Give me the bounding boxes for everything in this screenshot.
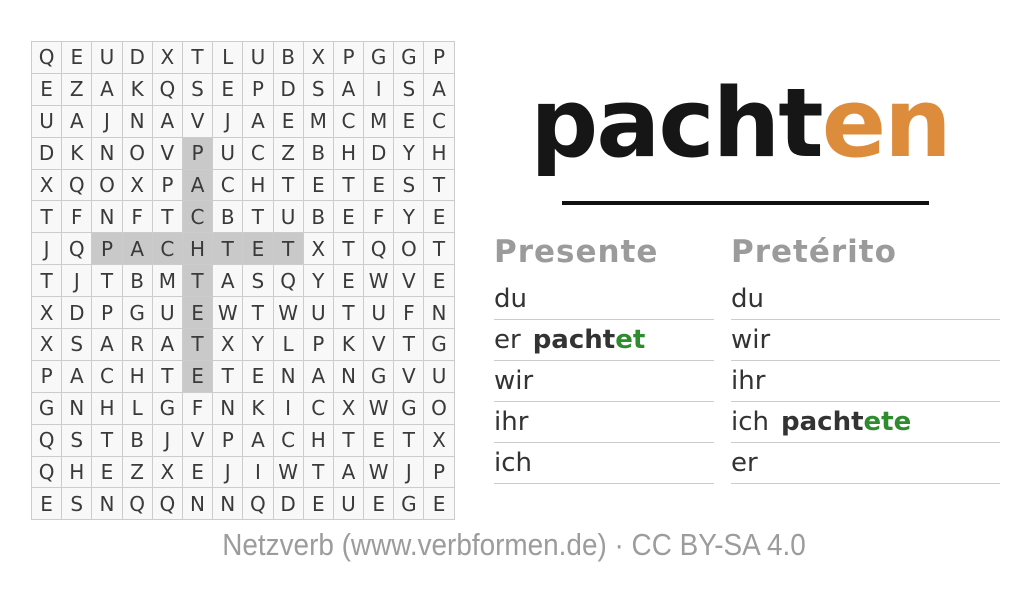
grid-cell: G xyxy=(394,393,423,424)
grid-cell: P xyxy=(334,42,363,73)
grid-cell: P xyxy=(304,329,333,360)
grid-cell: P xyxy=(424,457,453,488)
grid-cell: S xyxy=(243,265,272,296)
grid-cell: C xyxy=(274,425,303,456)
grid-cell: G xyxy=(32,393,61,424)
grid-cell: K xyxy=(123,74,152,105)
grid-cell: S xyxy=(394,170,423,201)
grid-cell: T xyxy=(153,201,182,232)
grid-cell: W xyxy=(364,393,393,424)
grid-cell: N xyxy=(334,361,363,392)
conjugation-row xyxy=(731,279,1000,320)
grid-cell: X xyxy=(123,170,152,201)
pronoun: wir xyxy=(494,366,534,396)
grid-cell: N xyxy=(424,297,453,328)
grid-cell: S xyxy=(62,488,91,519)
grid-cell: E xyxy=(334,201,363,232)
grid-cell: B xyxy=(304,201,333,232)
grid-cell: E xyxy=(243,361,272,392)
grid-cell: E xyxy=(424,201,453,232)
grid-cell: V xyxy=(394,361,423,392)
grid-cell: E xyxy=(364,170,393,201)
grid-cell: N xyxy=(123,106,152,137)
grid-cell: U xyxy=(32,106,61,137)
verb-title-stem: pacht xyxy=(530,69,822,179)
grid-cell: X xyxy=(304,233,333,264)
conjugation-row xyxy=(731,320,1000,361)
grid-cell: C xyxy=(304,393,333,424)
grid-cell: P xyxy=(424,42,453,73)
grid-cell: L xyxy=(123,393,152,424)
grid-cell: Q xyxy=(62,233,91,264)
grid-cell: C xyxy=(424,106,453,137)
grid-cell: O xyxy=(394,233,423,264)
grid-cell: T xyxy=(243,297,272,328)
grid-cell: E xyxy=(183,457,212,488)
grid-cell: K xyxy=(334,329,363,360)
grid-cell: Q xyxy=(364,233,393,264)
conjugation-column-preterito xyxy=(731,234,1000,484)
grid-cell: E xyxy=(62,42,91,73)
grid-cell: T xyxy=(92,425,121,456)
grid-cell: M xyxy=(364,106,393,137)
grid-cell: T xyxy=(274,233,303,264)
grid-cell: U xyxy=(334,488,363,519)
grid-cell: U xyxy=(243,42,272,73)
grid-cell: H xyxy=(183,233,212,264)
grid-cell: Z xyxy=(274,138,303,169)
grid-cell: Q xyxy=(32,457,61,488)
grid-cell: H xyxy=(62,457,91,488)
grid-cell: C xyxy=(183,201,212,232)
grid-cell: T xyxy=(213,233,242,264)
grid-cell: O xyxy=(424,393,453,424)
grid-cell: Z xyxy=(62,74,91,105)
grid-cell: P xyxy=(213,425,242,456)
grid-cell: S xyxy=(62,329,91,360)
grid-cell: F xyxy=(364,201,393,232)
grid-cell: X xyxy=(304,42,333,73)
grid-cell: Q xyxy=(62,170,91,201)
grid-cell: B xyxy=(123,425,152,456)
grid-cell: A xyxy=(92,329,121,360)
verb-stem: pacht xyxy=(781,407,864,437)
grid-cell: I xyxy=(364,74,393,105)
grid-cell: A xyxy=(92,74,121,105)
grid-cell: X xyxy=(32,329,61,360)
grid-cell: A xyxy=(123,233,152,264)
grid-cell: F xyxy=(123,201,152,232)
grid-cell: F xyxy=(62,201,91,232)
grid-cell: H xyxy=(304,425,333,456)
grid-cell: T xyxy=(183,265,212,296)
verb-ending: ete xyxy=(863,407,912,437)
preterito-header: Pretérito xyxy=(731,234,897,270)
grid-cell: T xyxy=(32,265,61,296)
grid-cell: U xyxy=(364,297,393,328)
grid-cell: H xyxy=(92,393,121,424)
grid-cell: Q xyxy=(32,42,61,73)
grid-cell: B xyxy=(213,201,242,232)
pronoun: du xyxy=(731,284,764,314)
grid-cell: T xyxy=(424,233,453,264)
conjugation-column-presente xyxy=(494,234,714,484)
grid-cell: Q xyxy=(32,425,61,456)
pronoun: ihr xyxy=(731,366,766,396)
grid-cell: E xyxy=(183,297,212,328)
conjugation-row xyxy=(494,279,714,320)
conjugation-row xyxy=(731,402,1000,443)
grid-cell: T xyxy=(424,170,453,201)
grid-cell: W xyxy=(274,457,303,488)
grid-cell: H xyxy=(334,138,363,169)
grid-cell: G xyxy=(123,297,152,328)
grid-cell: A xyxy=(62,106,91,137)
grid-cell: J xyxy=(213,457,242,488)
grid-cell: T xyxy=(183,329,212,360)
grid-cell: E xyxy=(32,74,61,105)
conjugation-row xyxy=(494,402,714,443)
grid-cell: D xyxy=(123,42,152,73)
grid-cell: L xyxy=(274,329,303,360)
grid-cell: P xyxy=(153,170,182,201)
grid-cell: A xyxy=(243,425,272,456)
grid-cell: V xyxy=(394,265,423,296)
verb-form xyxy=(781,407,911,437)
grid-cell: K xyxy=(243,393,272,424)
grid-cell: X xyxy=(424,425,453,456)
grid-cell: O xyxy=(123,138,152,169)
grid-cell: T xyxy=(213,361,242,392)
grid-cell: X xyxy=(32,170,61,201)
grid-cell: D xyxy=(32,138,61,169)
grid-cell: A xyxy=(304,361,333,392)
grid-cell: B xyxy=(274,42,303,73)
grid-cell: W xyxy=(364,265,393,296)
grid-cell: Y xyxy=(304,265,333,296)
grid-cell: D xyxy=(274,488,303,519)
grid-cell: W xyxy=(213,297,242,328)
grid-cell: M xyxy=(304,106,333,137)
grid-cell: P xyxy=(92,297,121,328)
grid-cell: N xyxy=(62,393,91,424)
grid-cell: F xyxy=(183,393,212,424)
grid-cell: X xyxy=(213,329,242,360)
grid-cell: E xyxy=(92,457,121,488)
grid-cell: O xyxy=(92,170,121,201)
grid-cell: T xyxy=(334,425,363,456)
grid-cell: T xyxy=(183,42,212,73)
grid-cell: Y xyxy=(394,138,423,169)
attribution-footer: Netzverb (www.verbformen.de) · CC BY-SA 4.0 xyxy=(222,527,806,562)
pronoun: er xyxy=(494,325,521,355)
grid-cell: E xyxy=(32,488,61,519)
grid-cell: W xyxy=(364,457,393,488)
grid-cell: D xyxy=(364,138,393,169)
grid-cell: T xyxy=(334,170,363,201)
grid-cell: P xyxy=(243,74,272,105)
grid-cell: M xyxy=(153,265,182,296)
pronoun: ihr xyxy=(494,407,529,437)
grid-cell: V xyxy=(183,106,212,137)
grid-cell: A xyxy=(153,106,182,137)
grid-cell: E xyxy=(243,233,272,264)
grid-cell: A xyxy=(62,361,91,392)
grid-cell: U xyxy=(92,42,121,73)
grid-cell: U xyxy=(274,201,303,232)
grid-cell: W xyxy=(274,297,303,328)
grid-cell: I xyxy=(274,393,303,424)
grid-cell: X xyxy=(32,297,61,328)
grid-cell: P xyxy=(92,233,121,264)
grid-cell: N xyxy=(213,393,242,424)
grid-cell: N xyxy=(213,488,242,519)
grid-cell: S xyxy=(304,74,333,105)
grid-cell: J xyxy=(153,425,182,456)
grid-cell: Q xyxy=(153,488,182,519)
grid-cell: E xyxy=(364,425,393,456)
grid-cell: T xyxy=(334,297,363,328)
grid-cell: B xyxy=(123,265,152,296)
grid-cell: P xyxy=(32,361,61,392)
grid-cell: F xyxy=(394,297,423,328)
grid-cell: Y xyxy=(243,329,272,360)
grid-cell: A xyxy=(213,265,242,296)
grid-cell: T xyxy=(394,425,423,456)
verb-title xyxy=(470,69,1010,179)
grid-cell: J xyxy=(32,233,61,264)
pronoun: wir xyxy=(731,325,771,355)
grid-cell: E xyxy=(364,488,393,519)
grid-cell: G xyxy=(153,393,182,424)
grid-cell: U xyxy=(304,297,333,328)
verb-title-ending: en xyxy=(821,69,950,179)
grid-cell: U xyxy=(213,138,242,169)
grid-cell: N xyxy=(274,361,303,392)
grid-cell: Y xyxy=(394,201,423,232)
grid-cell: J xyxy=(394,457,423,488)
verb-form xyxy=(533,325,646,355)
grid-cell: N xyxy=(92,138,121,169)
grid-cell: T xyxy=(32,201,61,232)
grid-cell: G xyxy=(394,42,423,73)
grid-cell: E xyxy=(304,170,333,201)
grid-cell: X xyxy=(153,457,182,488)
grid-cell: G xyxy=(364,42,393,73)
grid-cell: H xyxy=(424,138,453,169)
verb-stem: pacht xyxy=(532,325,616,355)
pronoun: ich xyxy=(731,407,769,437)
conjugation-row xyxy=(494,443,714,484)
grid-cell: E xyxy=(424,265,453,296)
pronoun: er xyxy=(731,448,758,478)
presente-header: Presente xyxy=(494,234,659,270)
conjugation-row xyxy=(731,443,1000,484)
grid-cell: Z xyxy=(123,457,152,488)
pronoun: ich xyxy=(494,448,532,478)
grid-cell: E xyxy=(213,74,242,105)
grid-cell: Q xyxy=(274,265,303,296)
grid-cell: E xyxy=(424,488,453,519)
grid-cell: V xyxy=(153,138,182,169)
grid-cell: T xyxy=(304,457,333,488)
grid-cell: B xyxy=(304,138,333,169)
grid-cell: N xyxy=(92,201,121,232)
grid-cell: C xyxy=(153,233,182,264)
grid-cell: N xyxy=(92,488,121,519)
grid-cell: S xyxy=(183,74,212,105)
grid-cell: N xyxy=(183,488,212,519)
conjugation-row xyxy=(731,361,1000,402)
grid-cell: H xyxy=(123,361,152,392)
grid-cell: X xyxy=(153,42,182,73)
grid-cell: E xyxy=(304,488,333,519)
grid-cell: A xyxy=(183,170,212,201)
grid-cell: S xyxy=(394,74,423,105)
verb-ending: et xyxy=(615,325,646,355)
grid-cell: C xyxy=(213,170,242,201)
grid-cell: A xyxy=(243,106,272,137)
grid-cell: A xyxy=(424,74,453,105)
grid-cell: E xyxy=(334,265,363,296)
grid-cell: Q xyxy=(153,74,182,105)
grid-cell: T xyxy=(92,265,121,296)
grid-cell: T xyxy=(153,361,182,392)
grid-cell: C xyxy=(334,106,363,137)
grid-cell: E xyxy=(394,106,423,137)
grid-cell: V xyxy=(364,329,393,360)
title-underline xyxy=(562,201,929,205)
grid-cell: A xyxy=(334,457,363,488)
grid-cell: E xyxy=(274,106,303,137)
grid-cell: L xyxy=(213,42,242,73)
grid-cell: T xyxy=(394,329,423,360)
grid-cell: D xyxy=(62,297,91,328)
grid-cell: C xyxy=(243,138,272,169)
grid-cell: U xyxy=(424,361,453,392)
grid-cell: E xyxy=(183,361,212,392)
grid-cell: T xyxy=(334,233,363,264)
word-search-grid xyxy=(31,41,455,520)
grid-cell: Q xyxy=(123,488,152,519)
grid-cell: J xyxy=(62,265,91,296)
conjugation-row xyxy=(494,320,714,361)
grid-cell: G xyxy=(394,488,423,519)
grid-cell: V xyxy=(183,425,212,456)
grid-cell: C xyxy=(92,361,121,392)
grid-cell: K xyxy=(62,138,91,169)
grid-cell: A xyxy=(334,74,363,105)
grid-cell: D xyxy=(274,74,303,105)
grid-cell: X xyxy=(334,393,363,424)
grid-cell: G xyxy=(364,361,393,392)
conjugation-row xyxy=(494,361,714,402)
grid-cell: I xyxy=(243,457,272,488)
grid-cell: J xyxy=(213,106,242,137)
pronoun: du xyxy=(494,284,527,314)
grid-cell: T xyxy=(274,170,303,201)
grid-cell: H xyxy=(243,170,272,201)
grid-cell: U xyxy=(153,297,182,328)
grid-cell: J xyxy=(92,106,121,137)
grid-cell: T xyxy=(243,201,272,232)
grid-cell: G xyxy=(424,329,453,360)
grid-cell: A xyxy=(153,329,182,360)
grid-cell: P xyxy=(183,138,212,169)
grid-cell: S xyxy=(62,425,91,456)
grid-cell: R xyxy=(123,329,152,360)
grid-cell: Q xyxy=(243,488,272,519)
